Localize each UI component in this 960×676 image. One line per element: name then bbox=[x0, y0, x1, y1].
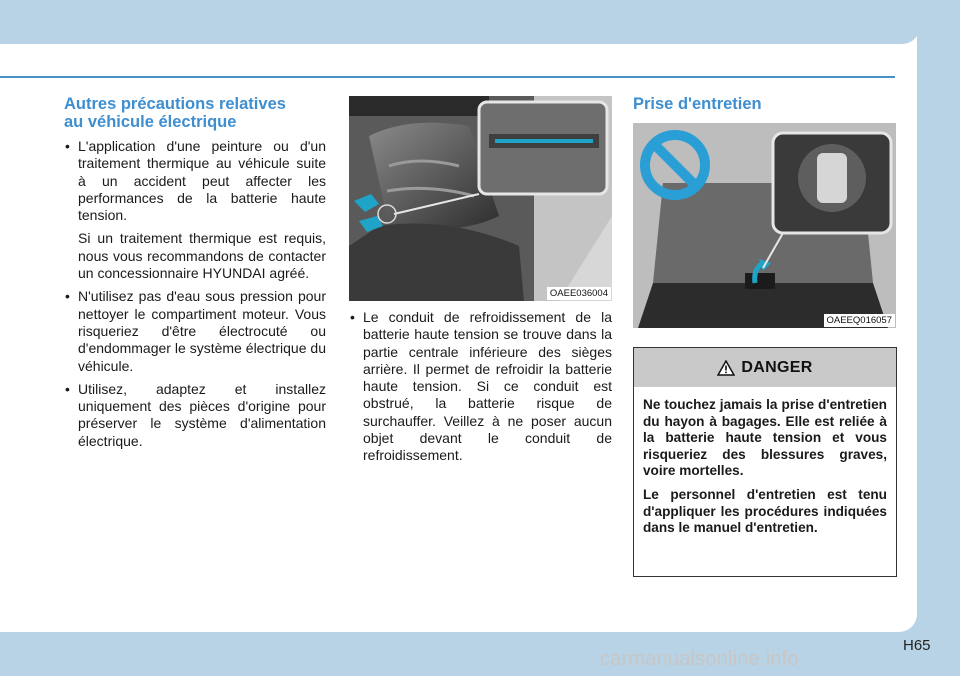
list-item-text: Le conduit de refroidissement de la batterie haute tension se trouve dans la partie centrale inférieure des sièges arrière. Il permet de refroidir la batterie haute tension. Si ce conduit est obstrué, la batterie risque de surchauffer. Veillez à ne poser aucun objet devant le conduit de refroidissement. bbox=[363, 309, 612, 464]
trunk-service-plug-figure bbox=[633, 123, 896, 328]
list-item bbox=[64, 138, 326, 282]
column-left bbox=[64, 95, 326, 456]
figure-code: OAEE036004 bbox=[547, 287, 611, 300]
title-line-2: au véhicule électrique bbox=[64, 113, 237, 131]
section-title-service-plug: Prise d'entretien bbox=[633, 95, 762, 113]
rear-seat-cooling-duct-figure bbox=[349, 96, 612, 301]
list-item-text: N'utilisez pas d'eau sous pression pour nettoyer le compartiment moteur. Vous risqueriez d'être électrocuté ou d'endommager le système électrique du véhicule. bbox=[78, 288, 326, 374]
header-rule bbox=[0, 76, 895, 78]
danger-paragraph: Le personnel d'entretien est tenu d'appliquer les procédures indiquées dans le manuel d'entretien. bbox=[643, 486, 887, 536]
list-item bbox=[64, 288, 326, 374]
list-item bbox=[349, 309, 612, 465]
section-title-electric-precautions bbox=[64, 95, 326, 131]
danger-body bbox=[634, 387, 896, 537]
trunk-illustration bbox=[633, 123, 896, 328]
list-item-text: L'application d'une peinture ou d'un traitement thermique au véhicule suite à un accident peut affecter les performances de la batterie haute tension. bbox=[78, 138, 326, 224]
page-number: H65 bbox=[903, 637, 931, 654]
list-item bbox=[64, 381, 326, 450]
warning-triangle-icon bbox=[717, 360, 735, 376]
precautions-list bbox=[64, 138, 326, 450]
danger-notice bbox=[633, 347, 897, 577]
danger-label: DANGER bbox=[741, 358, 813, 376]
column-middle bbox=[349, 96, 612, 471]
danger-paragraph: Ne touchez jamais la prise d'entretien du hayon à bagages. Elle est reliée à la batterie haute tension et vous risqueriez des blessures graves, voire mortelles. bbox=[643, 397, 887, 479]
rear-seat-illustration bbox=[349, 96, 612, 301]
danger-header bbox=[634, 348, 896, 387]
top-frame-overlay bbox=[0, 0, 920, 44]
title-line-1: Autres précautions relatives bbox=[64, 95, 286, 113]
figure-code: OAEEQ016057 bbox=[824, 314, 896, 327]
list-item-text: Utilisez, adaptez et installez uniquement des pièces d'origine pour préserver le système d'alimentation électrique. bbox=[78, 380, 326, 449]
list-item-subtext: Si un traitement thermique est requis, nous vous recommandons de contacter un concessionnaire HYUNDAI agréé. bbox=[78, 230, 326, 282]
watermark: carmanualsonline.info bbox=[600, 648, 799, 670]
column-right bbox=[633, 95, 896, 328]
cooling-duct-list bbox=[349, 309, 612, 465]
